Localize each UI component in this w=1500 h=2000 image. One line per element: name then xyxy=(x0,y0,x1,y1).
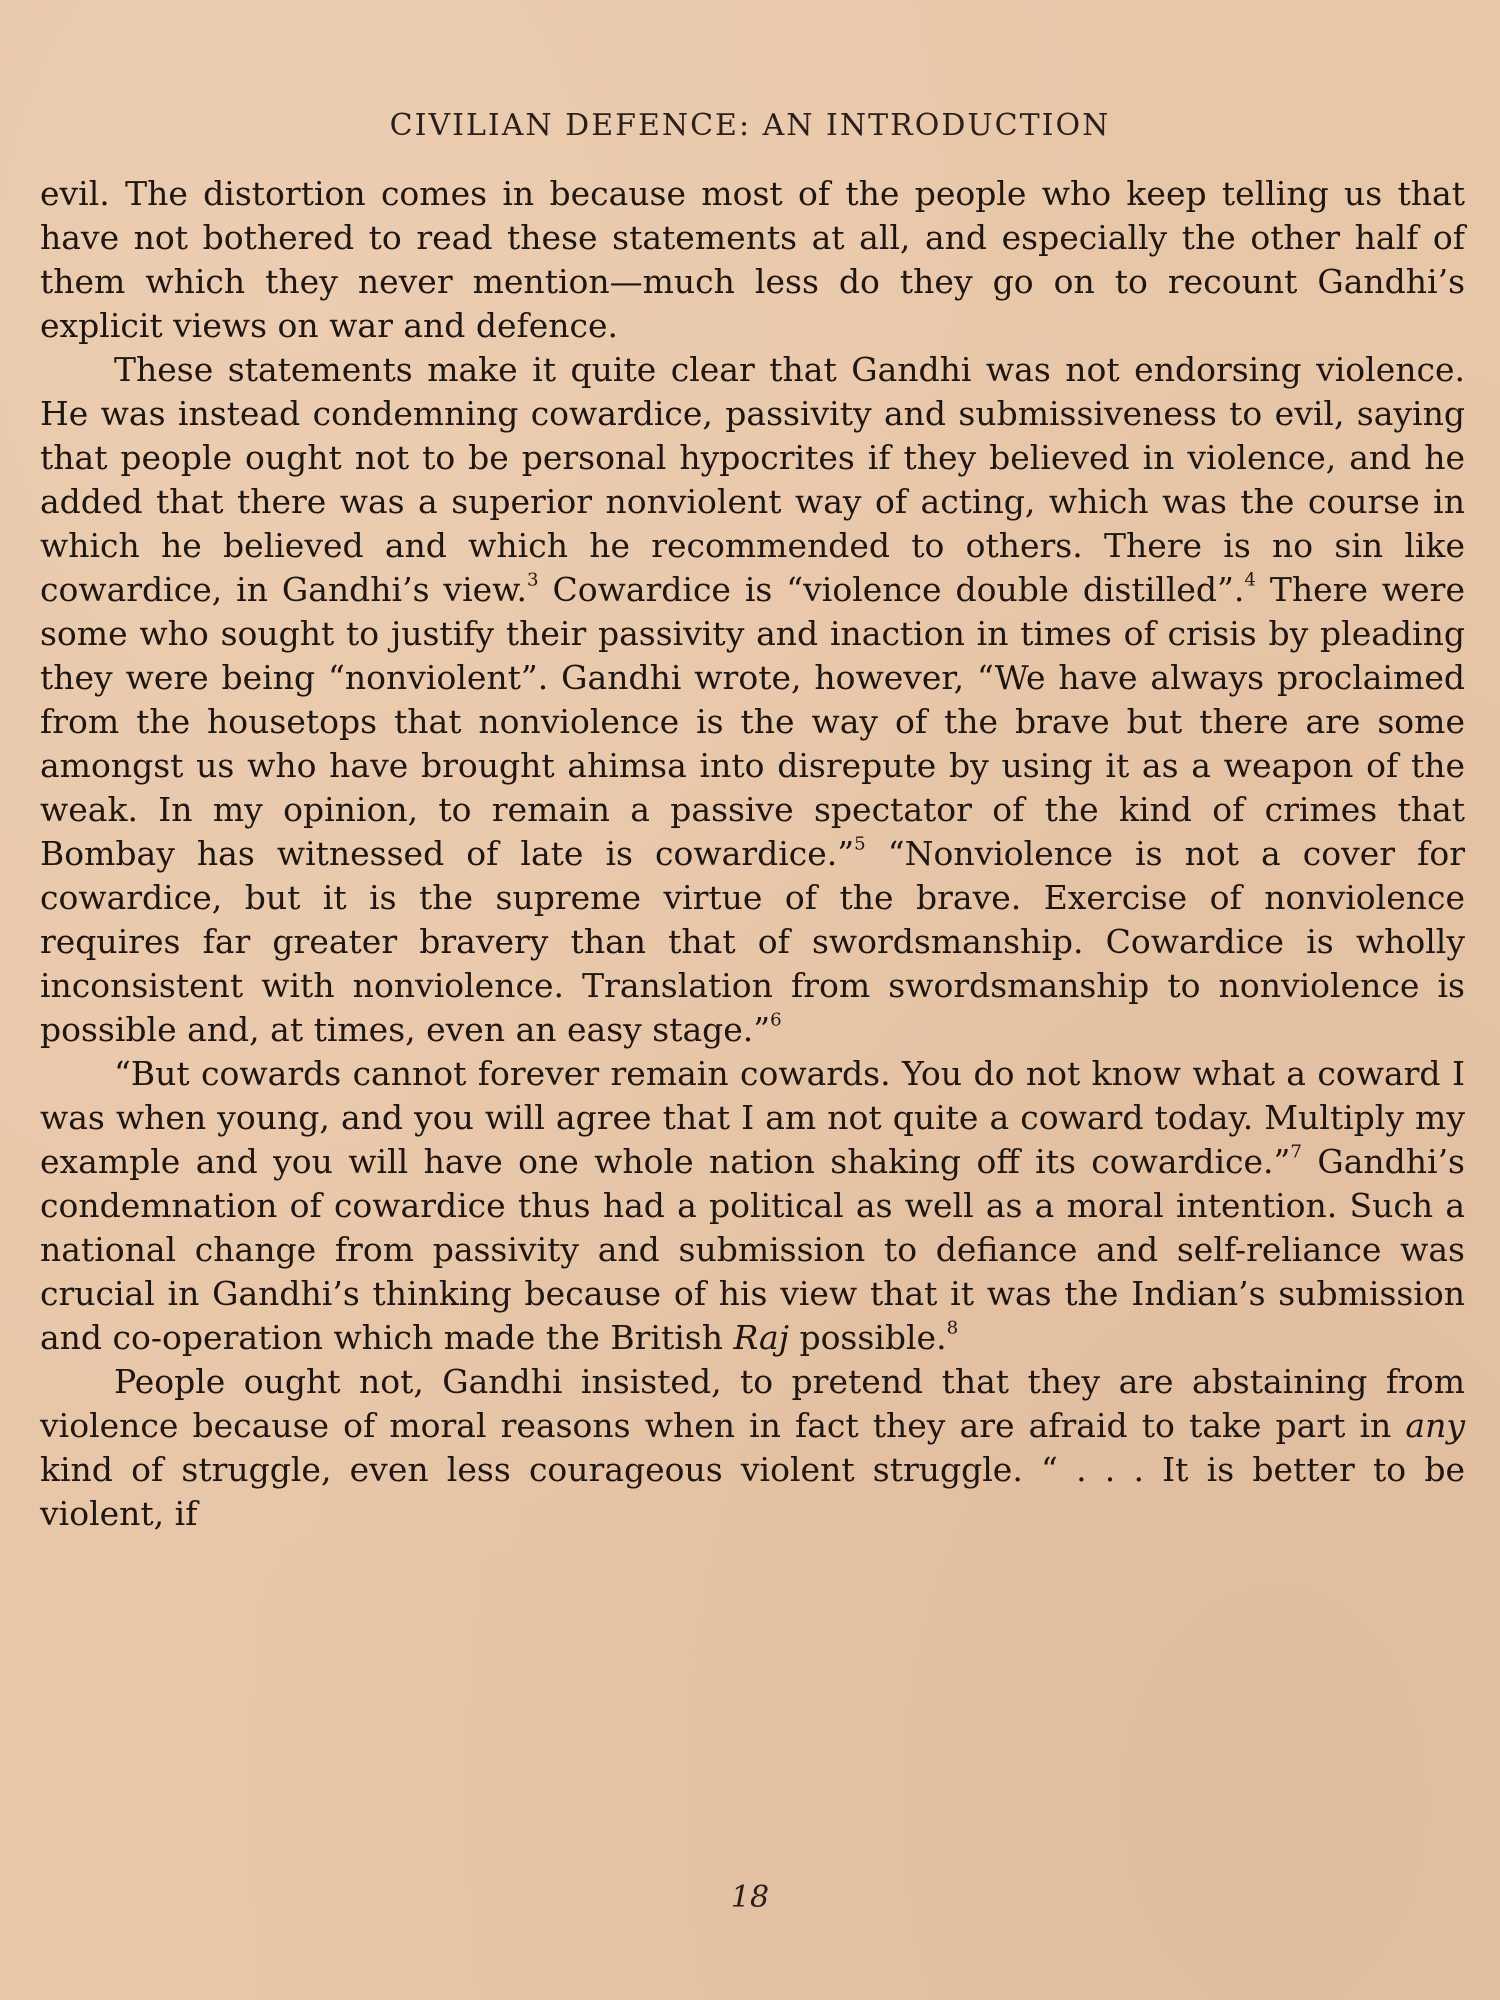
footnote-ref-7: 7 xyxy=(1290,1141,1302,1163)
paragraph-1 xyxy=(40,172,1465,348)
paragraph-3 xyxy=(40,1052,1465,1360)
paragraph-text: There were some who sought to justify their passivity and inaction in times of crisis by pleading they were being “nonviolent”. Gandhi wrote, however, “We have always proclaimed from the housetops that nonviolence is the way of the brave but there are some amongst us who have brought ahimsa into disrepute by using it as a weapon of the weak. In my opinion, to remain a passive spectator of the kind of crimes that Bombay has witnessed of late is cowardice.” xyxy=(40,570,1465,873)
footnote-ref-3: 3 xyxy=(526,569,539,591)
paragraph-text: “But cowards cannot forever remain cowards. You do not know what a coward I was when young, and you will agree that I am not quite a coward today. Multiply my example and you will have one whole nation shaking off its cowardice.” xyxy=(40,1054,1465,1181)
paragraph-text: evil. The distortion comes in because most of the people who keep telling us that have not bothered to read these statements at all, and especially the other half of them which they never mention—much less do they go on to recount Gandhi’s explicit views on war and defence. xyxy=(40,174,1465,345)
paragraph-4 xyxy=(40,1360,1465,1536)
page-number: 18 xyxy=(730,1880,770,1915)
paragraph-text: These statements make it quite clear that Gandhi was not endorsing violence. He was instead condemning cowardice, passivity and submissiveness to evil, saying that people ought not to be personal hypocrites if they believed in violence, and he added that there was a superior nonviolent way of acting, which was the course in which he believed and which he recommended to others. There is no sin like cowardice, in Gandhi’s view. xyxy=(40,350,1465,609)
paragraph-text: “Nonviolence is not a cover for cowardice, but it is the supreme virtue of the brave. Exercise of nonviolence requires far greater bravery than that of swordsmanship. Cowardice is wholly inconsistent with nonviolence. Translation from swordsmanship to nonviolence is possible and, at times, even an easy stage.” xyxy=(40,834,1465,1049)
footnote-ref-5: 5 xyxy=(854,833,866,855)
body-text xyxy=(40,172,1465,1536)
footnote-ref-4: 4 xyxy=(1244,569,1256,591)
italic-term-raj: Raj xyxy=(733,1318,789,1357)
paragraph-2 xyxy=(40,348,1465,1052)
running-head: CIVILIAN DEFENCE: AN INTRODUCTION xyxy=(389,108,1111,143)
paragraph-text: possible. xyxy=(788,1318,947,1357)
paragraph-text: People ought not, Gandhi insisted, to pretend that they are abstaining from violence because of moral reasons when in fact they are afraid to take part in xyxy=(40,1362,1465,1445)
paragraph-text: kind of struggle, even less courageous violent struggle. “ . . . It is better to be violent, if xyxy=(40,1450,1465,1533)
footnote-ref-6: 6 xyxy=(770,1009,782,1031)
italic-term-any: any xyxy=(1405,1406,1465,1445)
footnote-ref-8: 8 xyxy=(946,1317,959,1339)
paragraph-text: Gandhi’s condemnation of cowardice thus had a political as well as a moral intention. Such a national change from passivity and submission to defiance and self-reliance was crucial in Gandhi’s thinking because of his view that it was the Indian’s submission and co-operation which made the British xyxy=(40,1142,1465,1357)
paragraph-text: Cowardice is “violence double distilled”. xyxy=(538,570,1245,609)
